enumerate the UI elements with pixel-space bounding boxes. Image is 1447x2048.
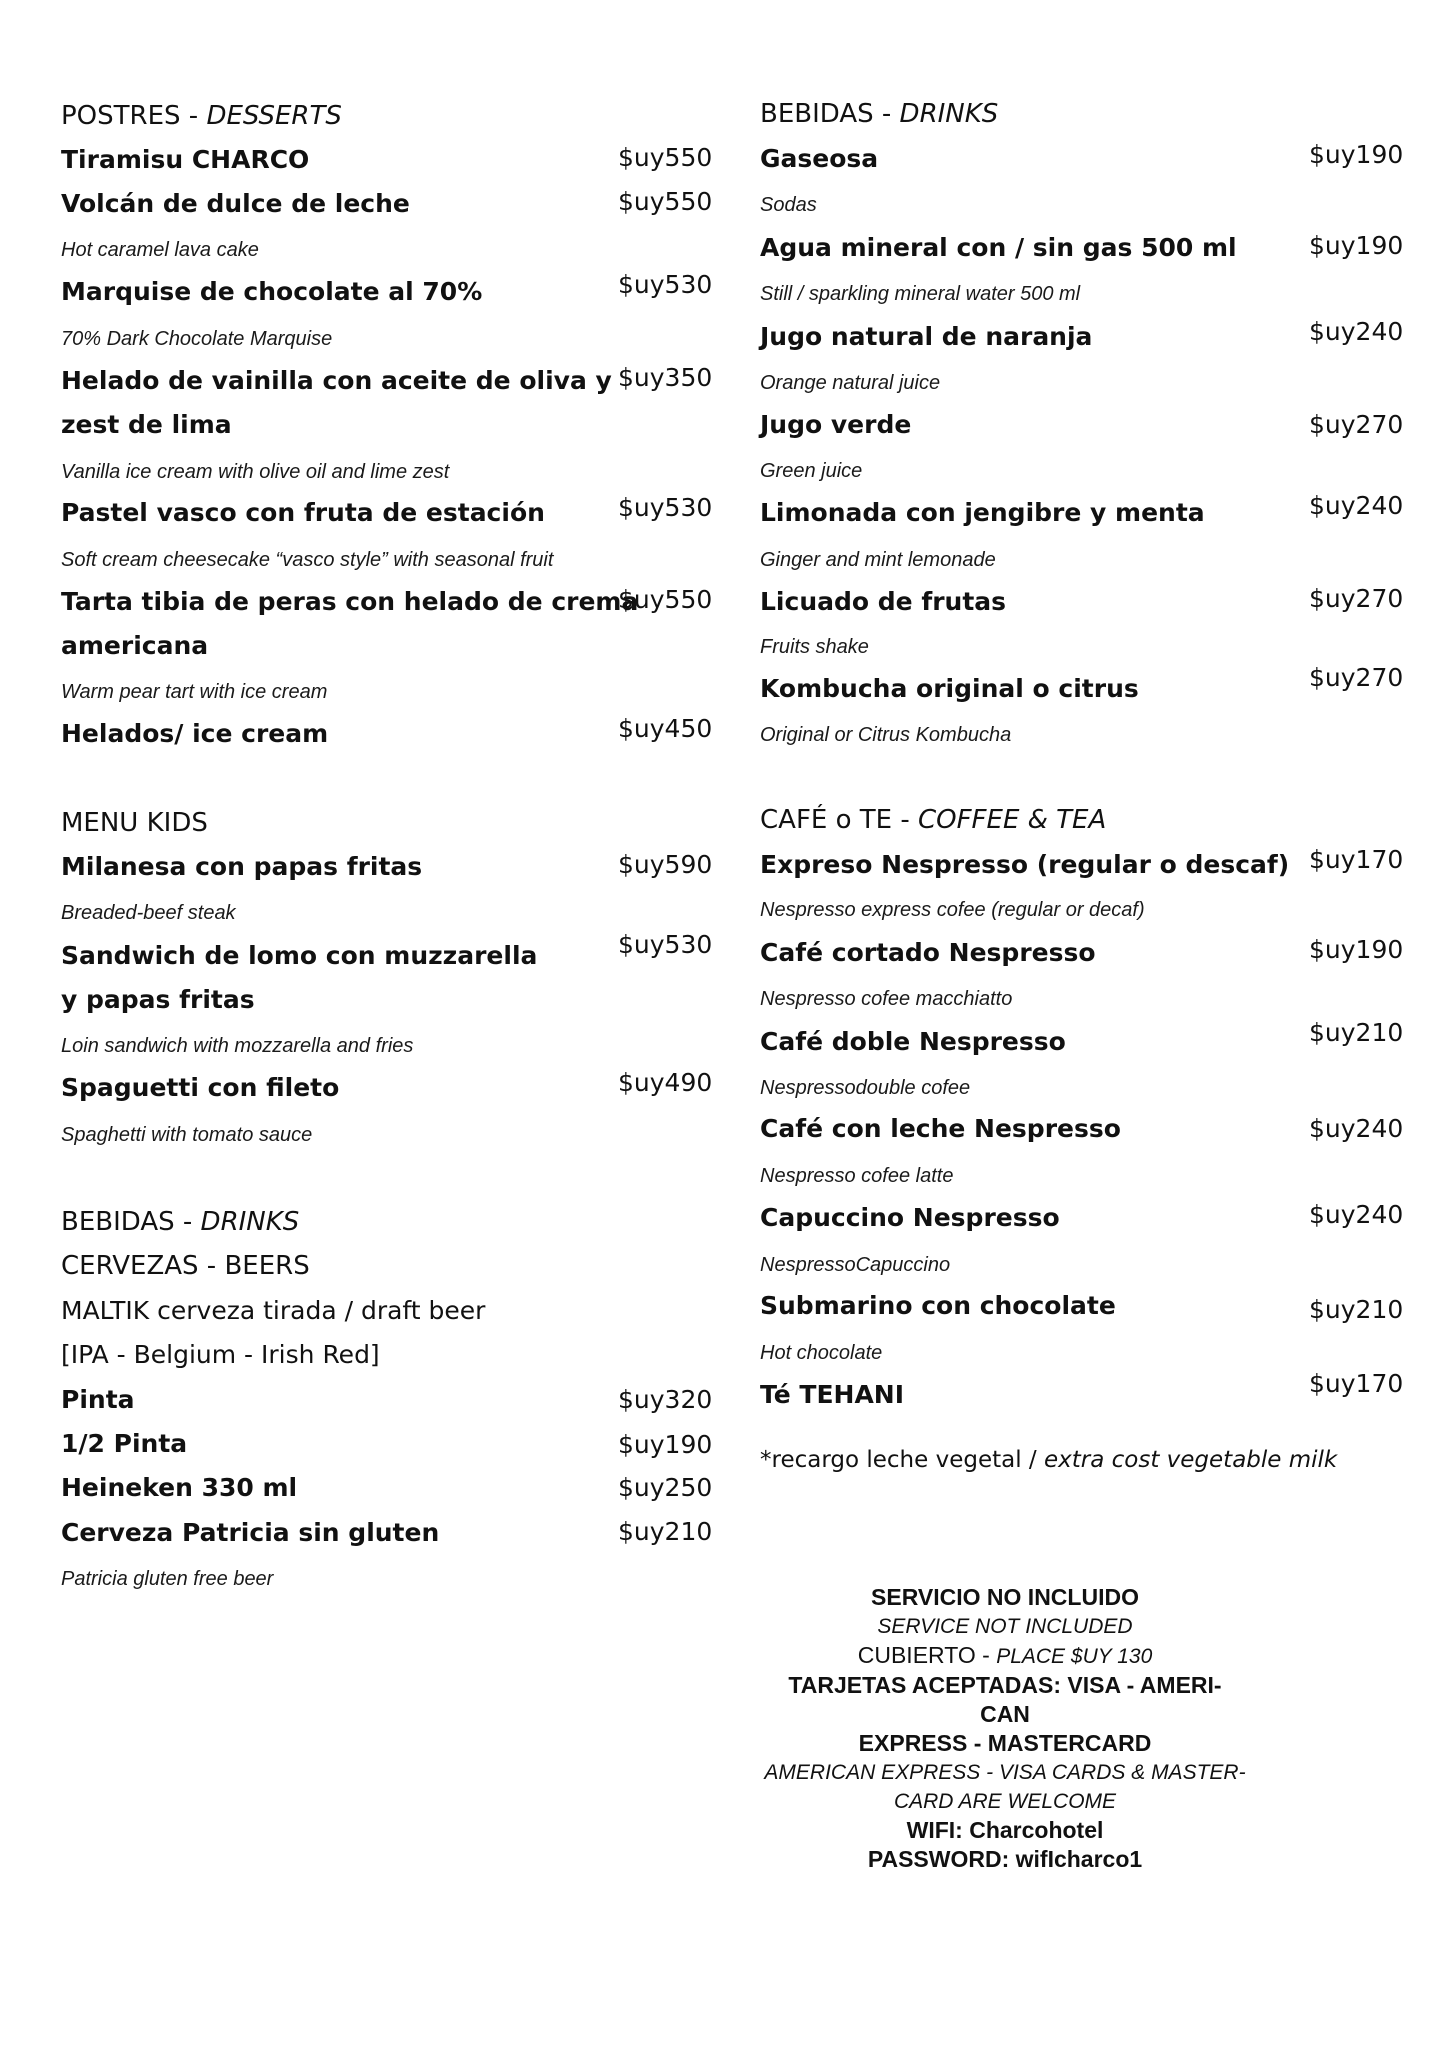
- menu-item-name: 1/2 Pinta: [61, 1429, 188, 1458]
- footer-info: [760, 1583, 1250, 1874]
- menu-item-description: Sodas: [760, 194, 817, 216]
- menu-item-name: Limonada con jengibre y menta: [760, 498, 1205, 527]
- cards-accepted-en: CARD ARE WELCOME: [893, 1790, 1117, 1813]
- menu-item-price: $uy530: [618, 930, 713, 959]
- menu-item-name: Pinta: [61, 1385, 135, 1414]
- menu-item-description: Nespressodouble cofee: [760, 1077, 971, 1099]
- menu-item-description: Nespresso cofee macchiatto: [760, 988, 1013, 1010]
- menu-item-name: Agua mineral con / sin gas 500 ml: [760, 233, 1237, 262]
- coffee-heading: CAFÉ o TE - COFFEE & TEA: [760, 805, 1107, 835]
- menu-item-price: $uy270: [1309, 410, 1404, 439]
- menu-item-name: Cerveza Patricia sin gluten: [61, 1518, 440, 1547]
- menu-item-description: Loin sandwich with mozzarella and fries: [61, 1035, 414, 1057]
- menu-item-name: Expreso Nespresso (regular o descaf): [760, 850, 1290, 879]
- menu-item-name-continued: americana: [61, 631, 209, 660]
- menu-item-description: NespressoCapuccino: [760, 1254, 951, 1276]
- menu-item-price: $uy210: [618, 1517, 713, 1546]
- menu-item-name: Tarta tibia de peras con helado de crema: [61, 587, 639, 616]
- beers-subheading: CERVEZAS - BEERS: [61, 1251, 310, 1281]
- menu-item-price: $uy250: [618, 1473, 713, 1502]
- menu-item-price: $uy240: [1309, 317, 1404, 346]
- menu-item-description: Vanilla ice cream with olive oil and lime zest: [61, 461, 450, 483]
- cards-accepted-en: AMERICAN EXPRESS - VISA CARDS & MASTER-: [764, 1761, 1246, 1784]
- menu-item-name: Volcán de dulce de leche: [61, 189, 410, 218]
- wifi-network: WIFI: Charcohotel: [906, 1817, 1104, 1843]
- beer-info-line: MALTIK cerveza tirada / draft beer: [61, 1296, 486, 1325]
- menu-item-price: $uy320: [618, 1385, 713, 1414]
- menu-item-price: $uy170: [1309, 845, 1404, 874]
- menu-item-description: Hot caramel lava cake: [61, 239, 259, 261]
- menu-item-price: $uy190: [618, 1430, 713, 1459]
- menu-item-description: Original or Citrus Kombucha: [760, 724, 1012, 746]
- menu-item-name: Gaseosa: [760, 144, 879, 173]
- menu-item-name: Capuccino Nespresso: [760, 1203, 1060, 1232]
- menu-item-name: Marquise de chocolate al 70%: [61, 277, 483, 306]
- menu-item-description: 70% Dark Chocolate Marquise: [61, 328, 333, 350]
- menu-item-price: $uy490: [618, 1068, 713, 1097]
- cards-accepted-line: TARJETAS ACEPTADAS: VISA - AMERI-: [788, 1672, 1222, 1698]
- menu-item-description: Hot chocolate: [760, 1342, 883, 1364]
- menu-item-description: Breaded-beef steak: [61, 902, 236, 924]
- beer-varieties-line: [IPA - Belgium - Irish Red]: [61, 1340, 380, 1369]
- menu-item-price: $uy210: [1309, 1018, 1404, 1047]
- cards-accepted-line: CAN: [980, 1701, 1030, 1727]
- menu-item-description: Spaghetti with tomato sauce: [61, 1124, 313, 1146]
- menu-item-description: Still / sparkling mineral water 500 ml: [760, 283, 1081, 305]
- menu-item-description: Soft cream cheesecake “vasco style” with seasonal fruit: [61, 549, 554, 571]
- menu-item-price: $uy170: [1309, 1369, 1404, 1398]
- menu-item-name: Kombucha original o citrus: [760, 674, 1139, 703]
- menu-item-description: Fruits shake: [760, 636, 869, 658]
- menu-item-name: Pastel vasco con fruta de estación: [61, 498, 545, 527]
- drinks-heading: BEBIDAS - DRINKS: [760, 99, 999, 129]
- menu-item-name: Spaguetti con fileto: [61, 1073, 340, 1102]
- service-notice-en: SERVICE NOT INCLUDED: [877, 1615, 1133, 1638]
- menu-item-price: $uy590: [618, 850, 713, 879]
- menu-item-description: Orange natural juice: [760, 372, 941, 394]
- menu-item-price: $uy190: [1309, 231, 1404, 260]
- menu-item-price: $uy190: [1309, 140, 1404, 169]
- menu-item-price: $uy210: [1309, 1295, 1404, 1324]
- beers-heading: BEBIDAS - DRINKS: [61, 1207, 300, 1237]
- menu-item-name: Café cortado Nespresso: [760, 938, 1096, 967]
- menu-item-name: Heineken 330 ml: [61, 1473, 298, 1502]
- menu-item-price: $uy240: [1309, 1114, 1404, 1143]
- menu-item-name: Helados/ ice cream: [61, 719, 329, 748]
- menu-item-description: Nespresso cofee latte: [760, 1165, 954, 1187]
- menu-item-price: $uy270: [1309, 663, 1404, 692]
- menu-item-price: $uy240: [1309, 491, 1404, 520]
- menu-item-description: Warm pear tart with ice cream: [61, 681, 328, 703]
- menu-item-name: Café con leche Nespresso: [760, 1114, 1121, 1143]
- menu-item-description: Patricia gluten free beer: [61, 1568, 274, 1590]
- menu-item-price: $uy530: [618, 270, 713, 299]
- menu-item-description: Nespresso express cofee (regular or decaf): [760, 899, 1145, 921]
- menu-item-price: $uy450: [618, 714, 713, 743]
- menu-item-name-continued: y papas fritas: [61, 985, 255, 1014]
- menu-item-price: $uy550: [618, 143, 713, 172]
- menu-item-price: $uy350: [618, 363, 713, 392]
- menu-item-description: Ginger and mint lemonade: [760, 549, 996, 571]
- menu-item-description: Green juice: [760, 460, 863, 482]
- menu-item-price: $uy550: [618, 585, 713, 614]
- menu-item-name: Milanesa con papas fritas: [61, 852, 423, 881]
- menu-item-name: Submarino con chocolate: [760, 1291, 1116, 1320]
- wifi-password: PASSWORD: wifIcharco1: [867, 1846, 1143, 1872]
- menu-item-name: Helado de vainilla con aceite de oliva y: [61, 366, 612, 395]
- vegetable-milk-note: *recargo leche vegetal / extra cost vegetable milk: [760, 1447, 1338, 1473]
- menu-item-name: Té TEHANI: [760, 1380, 905, 1409]
- desserts-heading: POSTRES - DESSERTS: [61, 101, 342, 131]
- cover-charge: CUBIERTO - PLACE $UY 130: [857, 1642, 1153, 1668]
- menu-item-name: Café doble Nespresso: [760, 1027, 1066, 1056]
- menu-item-name: Jugo natural de naranja: [760, 322, 1093, 351]
- service-notice: SERVICIO NO INCLUIDO: [871, 1584, 1139, 1610]
- menu-item-price: $uy530: [618, 493, 713, 522]
- menu-item-name-continued: zest de lima: [61, 410, 232, 439]
- menu-item-price: $uy550: [618, 187, 713, 216]
- menu-item-name: Jugo verde: [760, 410, 912, 439]
- kids-heading: MENU KIDS: [61, 808, 208, 838]
- menu-item-price: $uy270: [1309, 584, 1404, 613]
- menu-item-name: Sandwich de lomo con muzzarella: [61, 941, 538, 970]
- menu-item-price: $uy190: [1309, 935, 1404, 964]
- cards-accepted-line: EXPRESS - MASTERCARD: [858, 1730, 1152, 1756]
- menu-item-name: Tiramisu CHARCO: [61, 145, 310, 174]
- menu-item-name: Licuado de frutas: [760, 587, 1007, 616]
- menu-item-price: $uy240: [1309, 1200, 1404, 1229]
